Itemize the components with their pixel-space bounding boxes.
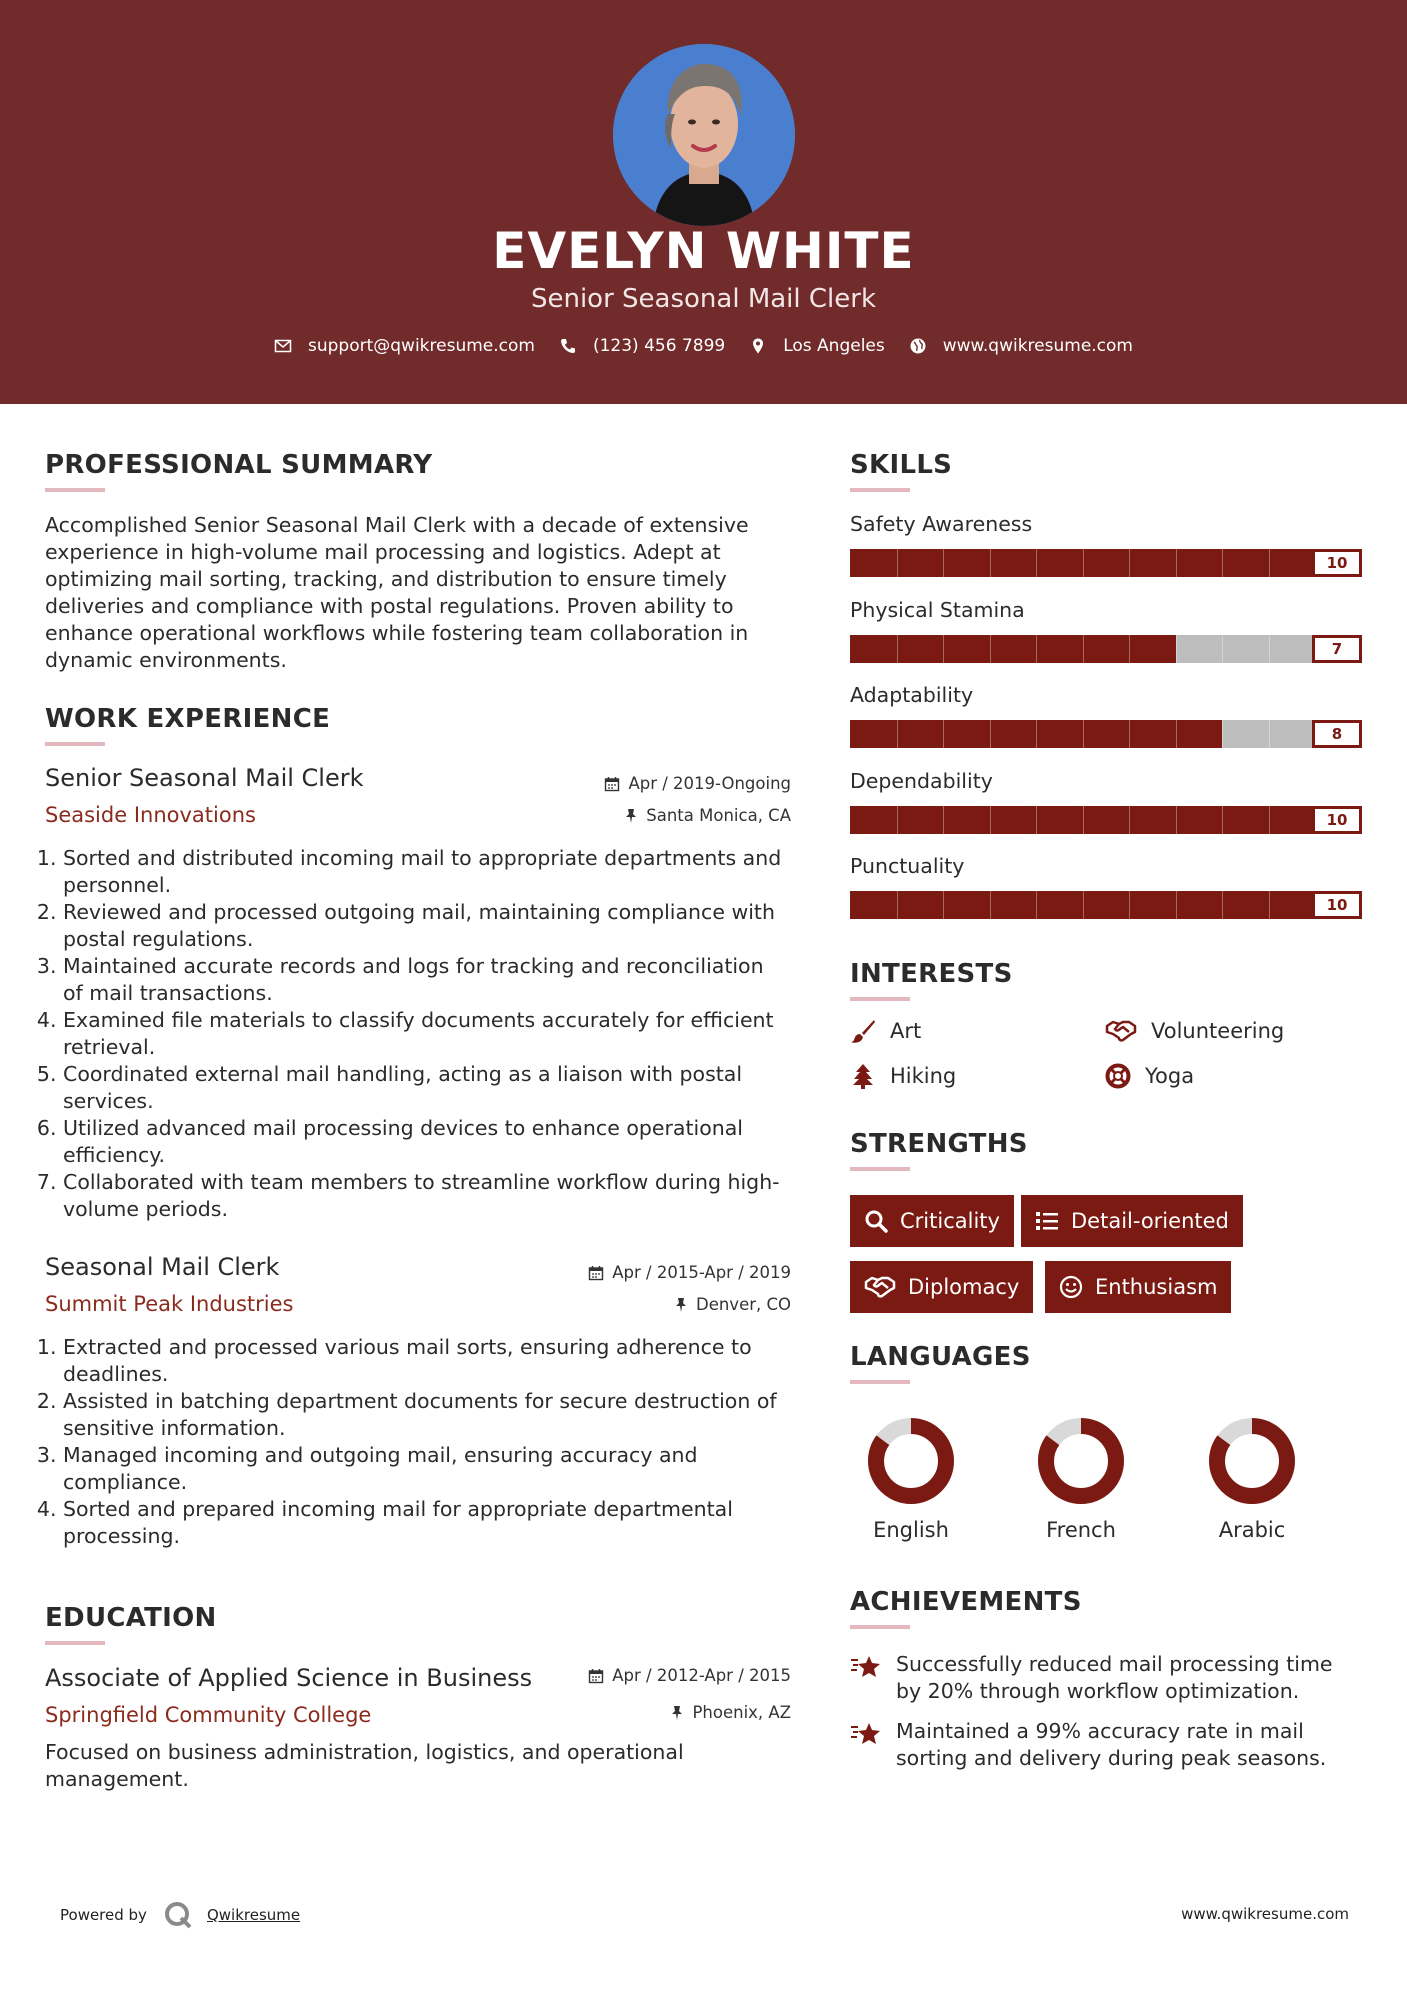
skill-bar bbox=[850, 806, 1362, 834]
skill-label: Punctuality bbox=[850, 854, 965, 878]
footer-powered-by bbox=[60, 1900, 300, 1930]
skill-bar-divider bbox=[1222, 720, 1223, 748]
contact-phone[interactable] bbox=[559, 336, 725, 356]
footer-website[interactable]: www.qwikresume.com bbox=[1181, 1905, 1349, 1923]
skill-bar-divider bbox=[943, 720, 944, 748]
summary-text: Accomplished Senior Seasonal Mail Clerk with a decade of extensive experience in high-volume mail processing and logistics. Adept at optimizing mail sorting, tracking, and distribution to ensure timely deliveries and compliance with postal regulations. Proven ability to enhance operational workflows while fostering team collaboration in dynamic environments. bbox=[45, 513, 749, 672]
skill-bar-divider bbox=[897, 891, 898, 919]
skill-bar-divider bbox=[1083, 720, 1084, 748]
skill-bar-divider bbox=[1129, 549, 1130, 577]
skill-bar bbox=[850, 549, 1362, 577]
pushpin-icon bbox=[624, 808, 638, 824]
contact-location bbox=[749, 336, 885, 356]
education-description: Focused on business administration, logistics, and operational management. bbox=[45, 1740, 684, 1791]
interest-label: Art bbox=[890, 1019, 922, 1043]
skill-bar-divider bbox=[990, 720, 991, 748]
contact-bar bbox=[0, 336, 1407, 356]
skill-bar bbox=[850, 635, 1362, 663]
skill-bar-divider bbox=[1269, 720, 1270, 748]
skill-bar-divider bbox=[1269, 549, 1270, 577]
skill-bar-divider bbox=[990, 806, 991, 834]
paintbrush-icon bbox=[850, 1018, 876, 1044]
language-item bbox=[1192, 1416, 1312, 1542]
skill-bar bbox=[850, 891, 1362, 919]
qwikresume-logo-icon bbox=[163, 1900, 193, 1930]
interest-label: Volunteering bbox=[1151, 1019, 1285, 1043]
achievement-text: Successfully reduced mail processing time by 20% through workflow optimization. bbox=[896, 1652, 1333, 1703]
lifering-icon bbox=[1105, 1063, 1131, 1089]
language-label: English bbox=[873, 1518, 949, 1542]
skill-bar-fill bbox=[850, 891, 1362, 919]
map-pin-icon bbox=[749, 337, 767, 355]
header-banner bbox=[0, 0, 1407, 404]
calendar-icon bbox=[604, 776, 620, 792]
skill-bar-divider bbox=[990, 891, 991, 919]
strengths-heading: STRENGTHS bbox=[850, 1129, 1028, 1159]
education-heading: EDUCATION bbox=[45, 1603, 217, 1633]
education-location bbox=[670, 1703, 791, 1722]
strength-label: Enthusiasm bbox=[1095, 1275, 1218, 1299]
interest-hiking bbox=[850, 1063, 956, 1089]
skill-bar-divider bbox=[897, 806, 898, 834]
website-text: www.qwikresume.com bbox=[942, 336, 1133, 356]
skill-bar-divider bbox=[1176, 549, 1177, 577]
job-title: Senior Seasonal Mail Clerk bbox=[45, 764, 364, 792]
skill-bar-divider bbox=[1222, 891, 1223, 919]
language-label: Arabic bbox=[1218, 1518, 1286, 1542]
skill-bar-divider bbox=[1129, 891, 1130, 919]
globe-icon bbox=[909, 337, 927, 355]
languages-heading: LANGUAGES bbox=[850, 1342, 1031, 1372]
job-dates-text: Apr / 2015-Apr / 2019 bbox=[612, 1263, 791, 1282]
star-icon bbox=[850, 1653, 882, 1681]
job-bullets bbox=[45, 845, 785, 1223]
handshake-icon bbox=[864, 1275, 896, 1299]
school-name: Springfield Community College bbox=[45, 1703, 372, 1727]
skill-bar-divider bbox=[897, 549, 898, 577]
skill-bar-divider bbox=[990, 635, 991, 663]
skill-bar-fill bbox=[850, 806, 1362, 834]
interests-heading: INTERESTS bbox=[850, 959, 1013, 989]
achievements-heading: ACHIEVEMENTS bbox=[850, 1587, 1082, 1617]
skills-rule bbox=[850, 488, 910, 492]
strength-label: Diplomacy bbox=[908, 1275, 1020, 1299]
interest-yoga bbox=[1105, 1063, 1194, 1089]
job-location bbox=[674, 1295, 791, 1314]
skill-label: Adaptability bbox=[850, 683, 974, 707]
skill-bar-divider bbox=[1036, 635, 1037, 663]
strengths-rule bbox=[850, 1167, 910, 1171]
tree-icon bbox=[850, 1063, 876, 1089]
skill-bar-divider bbox=[1269, 891, 1270, 919]
list-item: 3. Maintained accurate records and logs for tracking and reconciliation of mail transactions. bbox=[63, 953, 785, 1007]
list-item: 3. Managed incoming and outgoing mail, ensuring accuracy and compliance. bbox=[63, 1442, 785, 1496]
email-text: support@qwikresume.com bbox=[308, 336, 535, 356]
experience-rule bbox=[45, 742, 105, 746]
strength-enthusiasm bbox=[1045, 1261, 1231, 1313]
skill-bar-divider bbox=[943, 635, 944, 663]
skill-bar-divider bbox=[897, 635, 898, 663]
job-title: Seasonal Mail Clerk bbox=[45, 1253, 280, 1281]
skill-value: 10 bbox=[1312, 891, 1362, 919]
skill-bar-divider bbox=[1036, 549, 1037, 577]
pushpin-icon bbox=[670, 1705, 684, 1721]
job-dates bbox=[604, 774, 791, 793]
achievement-item bbox=[850, 1651, 1360, 1705]
portrait-image bbox=[613, 44, 795, 226]
language-donut bbox=[1192, 1416, 1312, 1508]
skill-bar-divider bbox=[1083, 635, 1084, 663]
skill-value: 10 bbox=[1312, 806, 1362, 834]
strength-label: Criticality bbox=[900, 1209, 1000, 1233]
phone-text: (123) 456 7899 bbox=[592, 336, 726, 356]
interest-volunteering bbox=[1105, 1018, 1284, 1044]
education-dates-text: Apr / 2012-Apr / 2015 bbox=[612, 1666, 791, 1685]
job-company: Seaside Innovations bbox=[45, 803, 256, 827]
language-donut bbox=[851, 1416, 971, 1508]
summary-heading: PROFESSIONAL SUMMARY bbox=[45, 450, 433, 480]
strength-detail-oriented bbox=[1021, 1195, 1243, 1247]
achievement-item bbox=[850, 1718, 1360, 1772]
job-location-text: Santa Monica, CA bbox=[646, 806, 791, 825]
skill-bar-divider bbox=[1176, 806, 1177, 834]
pushpin-icon bbox=[674, 1297, 688, 1313]
candidate-title: Senior Seasonal Mail Clerk bbox=[530, 284, 877, 314]
language-donut bbox=[1021, 1416, 1141, 1508]
list-item: 7. Collaborated with team members to streamline workflow during high-volume periods. bbox=[63, 1169, 785, 1223]
skill-bar-divider bbox=[1269, 635, 1270, 663]
powered-by-text: Powered by bbox=[60, 1906, 147, 1924]
language-item bbox=[1021, 1416, 1141, 1542]
language-label: French bbox=[1046, 1518, 1116, 1542]
summary-rule bbox=[45, 488, 105, 492]
interest-label: Yoga bbox=[1145, 1064, 1195, 1088]
job-dates-text: Apr / 2019-Ongoing bbox=[628, 774, 791, 793]
education-location-text: Phoenix, AZ bbox=[692, 1703, 791, 1722]
job-dates bbox=[588, 1263, 791, 1282]
job-location-text: Denver, CO bbox=[695, 1295, 791, 1314]
skill-bar-divider bbox=[1222, 635, 1223, 663]
list-item: 6. Utilized advanced mail processing devices to enhance operational efficiency. bbox=[63, 1115, 785, 1169]
job-location bbox=[624, 806, 791, 825]
skill-bar-divider bbox=[1176, 891, 1177, 919]
contact-email[interactable] bbox=[274, 336, 535, 356]
education-rule bbox=[45, 1641, 105, 1645]
skill-bar-divider bbox=[1036, 891, 1037, 919]
skill-bar-fill bbox=[850, 549, 1362, 577]
skill-bar-divider bbox=[943, 806, 944, 834]
skill-label: Safety Awareness bbox=[850, 512, 1033, 536]
brand-link[interactable]: Qwikresume bbox=[206, 1906, 301, 1924]
smile-icon bbox=[1059, 1275, 1083, 1299]
skill-bar-divider bbox=[943, 891, 944, 919]
skill-bar-divider bbox=[1176, 720, 1177, 748]
candidate-name: EVELYN WHITE bbox=[492, 222, 915, 280]
skill-bar-divider bbox=[1083, 891, 1084, 919]
skill-bar-fill bbox=[850, 635, 1176, 663]
strength-label: Detail-oriented bbox=[1071, 1209, 1229, 1233]
skill-bar-divider bbox=[1269, 806, 1270, 834]
list-item: 2. Assisted in batching department documents for secure destruction of sensitive information. bbox=[63, 1388, 785, 1442]
skill-bar-divider bbox=[1222, 806, 1223, 834]
skill-bar-divider bbox=[897, 720, 898, 748]
language-item bbox=[851, 1416, 971, 1542]
skill-bar-divider bbox=[1129, 635, 1130, 663]
list-icon bbox=[1035, 1209, 1059, 1233]
calendar-icon bbox=[588, 1668, 604, 1684]
search-icon bbox=[864, 1209, 888, 1233]
skill-bar bbox=[850, 720, 1362, 748]
strength-diplomacy bbox=[850, 1261, 1033, 1313]
experience-heading: WORK EXPERIENCE bbox=[45, 704, 331, 734]
phone-icon bbox=[559, 337, 577, 355]
skill-bar-divider bbox=[1036, 720, 1037, 748]
skill-value: 7 bbox=[1312, 635, 1362, 663]
handshake-icon bbox=[1105, 1018, 1137, 1044]
skill-bar-divider bbox=[943, 549, 944, 577]
avatar bbox=[613, 44, 795, 226]
degree-title: Associate of Applied Science in Business bbox=[45, 1664, 533, 1692]
interests-rule bbox=[850, 997, 910, 1001]
calendar-icon bbox=[588, 1265, 604, 1281]
skill-value: 10 bbox=[1312, 549, 1362, 577]
skill-bar-divider bbox=[1129, 806, 1130, 834]
skill-label: Physical Stamina bbox=[850, 597, 1025, 622]
achievements-rule bbox=[850, 1625, 910, 1629]
skill-bar-divider bbox=[990, 549, 991, 577]
skill-value: 8 bbox=[1312, 720, 1362, 748]
skill-bar-divider bbox=[1176, 635, 1177, 663]
skill-label: Dependability bbox=[850, 768, 993, 793]
skills-heading: SKILLS bbox=[850, 450, 953, 480]
job-company: Summit Peak Industries bbox=[45, 1292, 294, 1316]
envelope-icon bbox=[274, 337, 292, 355]
skill-bar-divider bbox=[1083, 806, 1084, 834]
strength-criticality bbox=[850, 1195, 1014, 1247]
skill-bar-divider bbox=[1083, 549, 1084, 577]
list-item: 1. Extracted and processed various mail sorts, ensuring adherence to deadlines. bbox=[63, 1334, 785, 1388]
skill-bar-divider bbox=[1222, 549, 1223, 577]
skill-bar-divider bbox=[1129, 720, 1130, 748]
interest-label: Hiking bbox=[890, 1064, 957, 1088]
job-bullets bbox=[45, 1334, 785, 1550]
contact-website[interactable] bbox=[909, 336, 1133, 356]
education-dates bbox=[588, 1666, 791, 1685]
list-item: 4. Sorted and prepared incoming mail for appropriate departmental processing. bbox=[63, 1496, 785, 1550]
list-item: 2. Reviewed and processed outgoing mail, maintaining compliance with postal regulations. bbox=[63, 899, 785, 953]
interest-art bbox=[850, 1018, 921, 1044]
list-item: 4. Examined file materials to classify documents accurately for efficient retrieval. bbox=[63, 1007, 785, 1061]
list-item: 5. Coordinated external mail handling, acting as a liaison with postal services. bbox=[63, 1061, 785, 1115]
list-item: 1. Sorted and distributed incoming mail to appropriate departments and personnel. bbox=[63, 845, 785, 899]
skill-bar-divider bbox=[1036, 806, 1037, 834]
languages-rule bbox=[850, 1380, 910, 1384]
star-icon bbox=[850, 1720, 882, 1748]
location-text: Los Angeles bbox=[783, 336, 885, 356]
achievement-text: Maintained a 99% accuracy rate in mail sorting and delivery during peak seasons. bbox=[896, 1719, 1327, 1770]
